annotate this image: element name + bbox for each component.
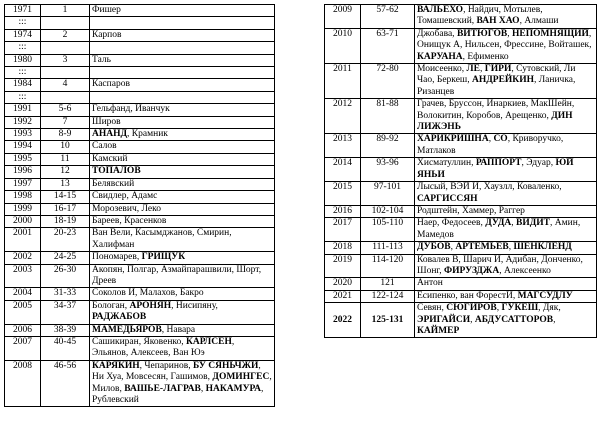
player-name-highlighted: РАППОРТ [475,158,522,169]
player-name-highlighted: НАКАМУРА [205,383,261,394]
player-name-highlighted: ВАЛЬЕХО [417,5,464,15]
players-cell [90,141,275,153]
players-cell [415,5,597,29]
number-cell: 46-56 [41,360,90,407]
year-cell: 1999 [5,203,41,215]
table-row [5,104,275,116]
players-cell [415,99,597,134]
player-name: , Крамник [127,129,168,140]
players-cell [415,254,597,278]
number-cell: 26-30 [41,264,90,288]
players-cell [90,54,275,66]
year-cell: 2016 [325,205,361,217]
number-cell: 81-88 [361,99,415,134]
player-name: , Милов, [92,372,272,394]
players-cell [90,42,275,54]
player-name-highlighted: КАЙМЕР [417,325,460,336]
players-cell [90,104,275,116]
player-name-highlighted: ФИРУЗДЖА [444,265,500,276]
year-cell: ::: [5,67,41,79]
table-row [5,79,275,91]
player-name-highlighted: ШЕНКЛЕНД [513,242,572,253]
table-row [5,336,275,360]
table-row [325,158,597,182]
number-cell: 11 [41,153,90,165]
number-cell: 10 [41,141,90,153]
players-cell [415,64,597,99]
year-cell: 2011 [325,64,361,99]
player-name: , [479,64,485,75]
player-name: , [488,134,494,145]
player-name: Севян, [417,303,447,314]
players-cell [90,203,275,215]
player-name: , Чепаринов, [139,360,193,371]
table-row [325,182,597,206]
table-row [5,203,275,215]
players-cell [90,67,275,79]
player-name: Ковалев В, Шарич И, Адибан, Донченко, Шонг, [417,254,583,276]
player-name-highlighted: АБДУСАТТОРОВ [474,314,554,325]
table-row [325,205,597,217]
player-name: Наер, Федосеев, [417,218,486,229]
year-cell: 2020 [325,278,361,290]
table-row [5,17,275,29]
player-name: , Криворучко, Матлаков [417,134,564,156]
year-cell: 1994 [5,141,41,153]
number-cell: 2 [41,29,90,41]
players-cell [90,79,275,91]
year-cell: 1980 [5,54,41,66]
number-cell: 14-15 [41,191,90,203]
player-name: , Дяк, [538,303,561,314]
player-name: , Эльянов, Алексеев, Ван Юэ [92,336,235,359]
player-name: Есипенко, ван ФорестИ, [417,290,518,301]
table-row [5,360,275,407]
player-name: Гельфанд, Иванчук [92,104,170,115]
year-cell: 2013 [325,134,361,158]
players-cell [90,166,275,178]
table-row [5,324,275,336]
players-cell [90,17,275,29]
number-cell: 12 [41,166,90,178]
table-row [5,91,275,103]
table-row [5,5,275,17]
number-cell: 121 [361,278,415,290]
player-name: , [470,314,475,325]
player-name: Фишер [92,5,121,15]
table-row [325,242,597,254]
player-name-highlighted: АРОНЯН [129,300,172,311]
player-name-highlighted: ЮЙ ЯНЬИ [417,158,574,180]
players-cell [90,360,275,407]
table-row [5,288,275,300]
player-name-highlighted: АНДРЕЙКИН [471,75,534,86]
players-cell [415,303,597,338]
player-name-highlighted: ЛЕ [466,64,480,75]
table-row [325,278,597,290]
player-name: , Нисипяну, [171,300,218,311]
number-cell [41,42,90,54]
number-cell: 72-80 [361,64,415,99]
player-name-highlighted: СЮГИРОВ [446,303,497,314]
player-name: Ван Вели, Касымджанов, Смирин, Халифман [92,228,232,250]
player-name: , Навара [161,324,196,335]
number-cell: 89-92 [361,134,415,158]
year-cell: 1992 [5,116,41,128]
table-row [5,264,275,288]
players-cell [90,336,275,360]
players-cell [90,29,275,41]
player-name: , [507,28,512,39]
table-row [325,134,597,158]
year-cell: 2017 [325,218,361,242]
players-cell [90,228,275,252]
player-name-highlighted: ВИДИТ [516,218,551,229]
player-name-highlighted: САРГИССЯН [417,193,478,204]
year-cell: 1998 [5,191,41,203]
player-name-highlighted: АНАНД [92,129,128,140]
year-cell: 1974 [5,29,41,41]
player-name: , [496,303,502,314]
table-row [5,178,275,190]
player-name: Широв [92,116,121,127]
player-name-highlighted: ГРИЩУК [141,252,186,263]
table-row [5,42,275,54]
player-name-highlighted: КАРУАНА [417,51,463,62]
number-cell [41,17,90,29]
year-cell: ::: [5,91,41,103]
player-name: Таль [92,54,111,65]
player-name: , Амин, Мамедов [417,218,581,240]
player-name: Камский [92,153,128,164]
player-name: Бареев, Красенков [92,215,167,226]
number-cell: 16-17 [41,203,90,215]
number-cell: 38-39 [41,324,90,336]
player-name-highlighted: ХАРИКРИШНА [417,134,489,145]
player-name: Карпов [92,29,122,40]
table-row [5,54,275,66]
year-cell: 2006 [5,324,41,336]
player-name-highlighted: ТОПАЛОВ [92,166,141,177]
number-cell: 13 [41,178,90,190]
players-cell [90,129,275,141]
player-name-highlighted: ДУБОВ [417,242,451,253]
player-name: Моисеенко, [417,64,467,75]
player-name-highlighted: МАГСУДЛУ [517,290,573,301]
player-name: , Найдич, Мотылев, Томашевский, [417,5,543,27]
table-row [325,218,597,242]
right-table-body [325,5,597,338]
year-cell: 2008 [5,360,41,407]
player-name: Морозевич, Леко [92,203,162,214]
year-cell: 1996 [5,166,41,178]
table-row [5,153,275,165]
player-name-highlighted: БУ СЯНЬЧЖИ [192,360,259,371]
player-name-highlighted: КАРЯКИН [92,360,140,371]
player-name-highlighted: ВАН ХАО [476,16,520,27]
number-cell: 97-101 [361,182,415,206]
table-row [5,166,275,178]
player-name-highlighted: МАМЕДЬЯРОВ [92,324,162,335]
player-name: Пономарев, [92,252,142,263]
player-name: , [553,314,556,325]
player-name-highlighted: ВАШЬЕ-ЛАГРАВ [124,383,201,394]
table-row [325,28,597,63]
year-cell: 2005 [5,300,41,324]
table-row [325,303,597,338]
player-name-highlighted: ДУДА [485,218,512,229]
players-cell [90,191,275,203]
player-name-highlighted: ЭРИГАЙСИ [417,314,471,325]
number-cell: 24-25 [41,252,90,264]
player-name: , Алмаши [519,16,559,27]
number-cell: 114-120 [361,254,415,278]
table-row [325,5,597,29]
player-name: Сашикиран, Яковенко, [92,336,187,347]
player-name: , Сутовский, Ли Чао, Беркеш, [417,64,576,86]
players-cell [415,205,597,217]
player-name: Каспаров [92,79,130,90]
player-name: Родштейн, Хаммер, Раггер [417,205,525,216]
year-cell: 1995 [5,153,41,165]
number-cell: 20-23 [41,228,90,252]
year-cell: 2004 [5,288,41,300]
player-name: , [508,242,514,253]
number-cell: 93-96 [361,158,415,182]
year-cell: 1991 [5,104,41,116]
year-cell: 1971 [5,5,41,17]
player-name: Джобава, [417,28,457,39]
table-row [5,67,275,79]
year-cell: 2003 [5,264,41,288]
year-cell: 2014 [325,158,361,182]
player-name: Салов [92,141,117,152]
year-cell: ::: [5,17,41,29]
players-cell [90,288,275,300]
year-cell: 1993 [5,129,41,141]
player-name: Лысый, ВЭЙ И, Хаузлл, Коваленко, [417,182,562,193]
year-cell: 2019 [325,254,361,278]
year-cell: 2007 [5,336,41,360]
table-row [5,191,275,203]
players-cell [90,300,275,324]
player-name: Бологан, [92,300,130,311]
year-cell: 2018 [325,242,361,254]
table-row [5,141,275,153]
table-row [5,252,275,264]
number-cell [41,67,90,79]
player-name: , [200,383,206,394]
number-cell: 4 [41,79,90,91]
player-name-highlighted: АРТЕМЬЕВ [455,242,509,253]
table-row [325,290,597,302]
player-name: Белявский [92,178,135,189]
player-name-highlighted: НЕПОМНЯЩИЙ [511,28,589,39]
players-cell [90,215,275,227]
player-name: Свидлер, Адамс [92,191,158,202]
number-cell: 40-45 [41,336,90,360]
players-cell [415,182,597,206]
number-cell: 7 [41,116,90,128]
year-cell: 2022 [325,303,361,338]
year-cell: 2009 [325,5,361,29]
year-cell: 2012 [325,99,361,134]
year-cell: 2002 [5,252,41,264]
player-name: , [511,218,517,229]
number-cell: 111-113 [361,242,415,254]
players-cell [90,178,275,190]
number-cell [41,91,90,103]
number-cell: 8-9 [41,129,90,141]
players-cell [415,134,597,158]
left-table-body [5,5,275,407]
year-cell: 1997 [5,178,41,190]
players-cell [90,264,275,288]
number-cell: 3 [41,54,90,66]
right-table [324,4,597,338]
players-cell [415,290,597,302]
player-name: , Рублевский [92,383,264,405]
players-cell [415,158,597,182]
number-cell: 63-71 [361,28,415,63]
number-cell: 122-124 [361,290,415,302]
players-cell [415,218,597,242]
player-name: , Эдуар, [521,158,556,169]
table-row [5,129,275,141]
table-row [5,116,275,128]
player-name: Хисматуллин, [417,158,476,169]
year-cell: 1984 [5,79,41,91]
player-name: Акопян, Полгар, Азмайпарашвили, Шорт, Дреев [92,264,262,286]
player-name: , [450,242,456,253]
players-cell [90,116,275,128]
year-cell: 2000 [5,215,41,227]
players-cell [90,252,275,264]
year-cell: ::: [5,42,41,54]
left-table [4,4,275,407]
player-name: Антон [417,278,443,289]
player-name: , Ланичка, Ризанцев [417,75,576,97]
player-name: , Алексеенко [499,265,551,276]
player-name-highlighted: РАДЖАБОВ [92,312,147,323]
number-cell: 105-110 [361,218,415,242]
number-cell: 31-33 [41,288,90,300]
players-cell [415,242,597,254]
year-cell: 2010 [325,28,361,63]
player-name: Соколов И, Малахов, Бакро [92,288,204,299]
number-cell: 5-6 [41,104,90,116]
player-name-highlighted: ГУКЕШ [501,303,539,314]
players-cell [90,5,275,17]
player-name-highlighted: КАРЛСЕН [186,336,232,347]
table-row [325,64,597,99]
number-cell: 18-19 [41,215,90,227]
player-name-highlighted: СО [493,134,508,145]
players-cell [90,324,275,336]
number-cell: 102-104 [361,205,415,217]
number-cell: 57-62 [361,5,415,29]
players-cell [90,91,275,103]
number-cell: 125-131 [361,303,415,338]
table-row [5,300,275,324]
number-cell: 34-37 [41,300,90,324]
player-name: , Онищук А, Нильсен, Фрессине, Войташек, [417,28,592,51]
player-name-highlighted: ДИН ЛИЖЭНЬ [417,110,573,133]
player-name-highlighted: ДОМИНГЕС [212,372,270,383]
table-row [5,228,275,252]
year-cell: 2015 [325,182,361,206]
player-name: , Ни Хуа, Мовсесян, Гашимов, [92,360,261,383]
table-row [5,29,275,41]
year-cell: 2021 [325,290,361,302]
number-cell: 1 [41,5,90,17]
player-name: Грачев, Бруссон, Инаркиев, МакШейн, Волокитин, Коробов, Арещенко, [417,99,575,121]
player-name-highlighted: ГИРИ [484,64,512,75]
players-cell [415,278,597,290]
table-row [325,254,597,278]
player-name: , Ефименко [462,51,509,62]
player-name-highlighted: ВИТЮГОВ [456,28,508,39]
table-row [325,99,597,134]
year-cell: 2001 [5,228,41,252]
players-cell [415,28,597,63]
players-cell [90,153,275,165]
table-row [5,215,275,227]
